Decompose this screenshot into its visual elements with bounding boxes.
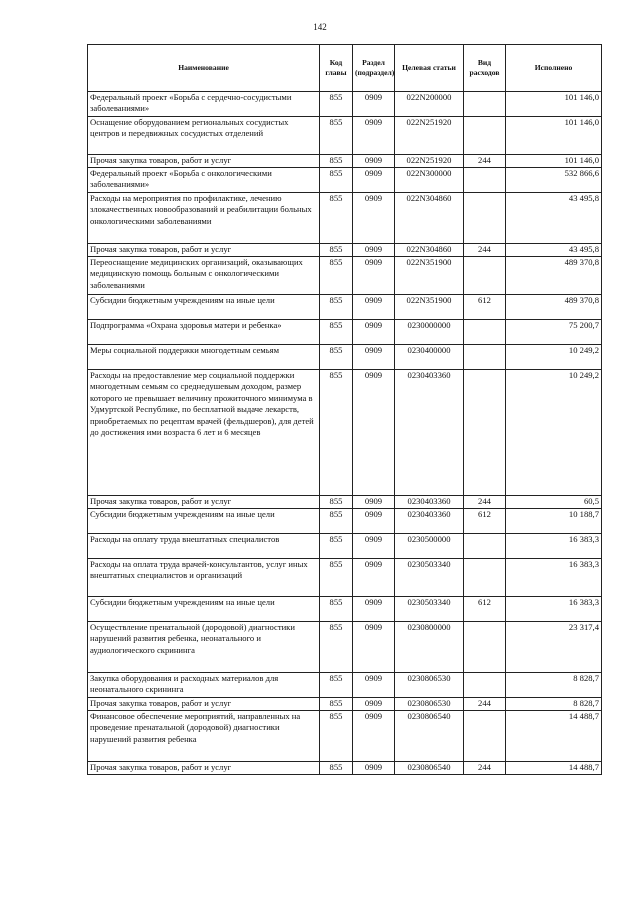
cell-target-article: 0230000000 [395, 320, 464, 345]
cell-expense-type: 244 [464, 698, 506, 711]
cell-name: Прочая закупка товаров, работ и услуг [88, 698, 320, 711]
cell-name: Федеральный проект «Борьба с сердечно-сосудистыми заболеваниями» [88, 92, 320, 117]
cell-name: Прочая закупка товаров, работ и услуг [88, 496, 320, 509]
cell-section: 0909 [353, 168, 395, 193]
cell-section: 0909 [353, 711, 395, 762]
cell-section: 0909 [353, 622, 395, 673]
cell-executed: 16 383,3 [506, 559, 602, 597]
cell-section: 0909 [353, 496, 395, 509]
cell-name: Прочая закупка товаров, работ и услуг [88, 244, 320, 257]
cell-expense-type [464, 673, 506, 698]
cell-expense-type: 612 [464, 509, 506, 534]
header-target-article: Целевая статьи [395, 45, 464, 92]
header-expense-type: Вид расходов [464, 45, 506, 92]
table-row [88, 534, 602, 559]
cell-name: Подпрограмма «Охрана здоровья матери и ребенка» [88, 320, 320, 345]
table-row [88, 295, 602, 320]
cell-name: Расходы на оплата труда врачей-консультантов, услуг иных внештатных специалистов и организаций [88, 559, 320, 597]
cell-target-article: 022N351900 [395, 257, 464, 295]
table-row [88, 320, 602, 345]
cell-executed: 8 828,7 [506, 673, 602, 698]
cell-expense-type: 612 [464, 295, 506, 320]
cell-expense-type [464, 193, 506, 244]
cell-section: 0909 [353, 244, 395, 257]
cell-section: 0909 [353, 559, 395, 597]
cell-expense-type [464, 168, 506, 193]
cell-target-article: 0230403360 [395, 509, 464, 534]
cell-chapter-code: 855 [320, 193, 353, 244]
cell-chapter-code: 855 [320, 244, 353, 257]
cell-chapter-code: 855 [320, 509, 353, 534]
table-row [88, 673, 602, 698]
cell-chapter-code: 855 [320, 622, 353, 673]
table-row [88, 509, 602, 534]
cell-executed: 43 495,8 [506, 244, 602, 257]
cell-section: 0909 [353, 193, 395, 244]
table-row [88, 597, 602, 622]
cell-chapter-code: 855 [320, 698, 353, 711]
cell-section: 0909 [353, 257, 395, 295]
cell-executed: 10 188,7 [506, 509, 602, 534]
table-row [88, 559, 602, 597]
cell-target-article: 022N251920 [395, 117, 464, 155]
cell-target-article: 022N304860 [395, 244, 464, 257]
cell-target-article: 022N304860 [395, 193, 464, 244]
cell-target-article: 022N200000 [395, 92, 464, 117]
cell-expense-type [464, 534, 506, 559]
cell-executed: 16 383,3 [506, 597, 602, 622]
table-row [88, 711, 602, 762]
cell-section: 0909 [353, 320, 395, 345]
cell-chapter-code: 855 [320, 117, 353, 155]
table-row [88, 345, 602, 370]
cell-section: 0909 [353, 155, 395, 168]
cell-chapter-code: 855 [320, 345, 353, 370]
table-header-row [88, 45, 602, 92]
table-row [88, 257, 602, 295]
cell-chapter-code: 855 [320, 597, 353, 622]
cell-target-article: 0230403360 [395, 496, 464, 509]
cell-chapter-code: 855 [320, 370, 353, 496]
cell-chapter-code: 855 [320, 168, 353, 193]
cell-section: 0909 [353, 673, 395, 698]
cell-target-article: 0230806530 [395, 673, 464, 698]
cell-executed: 489 370,8 [506, 295, 602, 320]
cell-expense-type: 244 [464, 244, 506, 257]
cell-section: 0909 [353, 345, 395, 370]
cell-executed: 101 146,0 [506, 155, 602, 168]
cell-name: Меры социальной поддержки многодетным семьям [88, 345, 320, 370]
cell-expense-type: 244 [464, 155, 506, 168]
cell-name: Осуществление пренатальной (дородовой) диагностики нарушений развития ребенка, неонатального и аудиологического скрининга [88, 622, 320, 673]
cell-executed: 532 866,6 [506, 168, 602, 193]
cell-target-article: 0230503340 [395, 559, 464, 597]
cell-name: Субсидии бюджетным учреждениям на иные цели [88, 295, 320, 320]
budget-table [87, 44, 602, 775]
table-row [88, 496, 602, 509]
cell-section: 0909 [353, 597, 395, 622]
cell-name: Субсидии бюджетным учреждениям на иные цели [88, 597, 320, 622]
table-row [88, 698, 602, 711]
header-section: Раздел (подраздел) [353, 45, 395, 92]
cell-name: Расходы на мероприятия по профилактике, лечению злокачественных новообразований и реабилитации больных онкологическими заболеваниями [88, 193, 320, 244]
table-row [88, 370, 602, 496]
cell-expense-type [464, 622, 506, 673]
cell-executed: 101 146,0 [506, 92, 602, 117]
cell-name: Финансовое обеспечение мероприятий, направленных на проведение пренатальной (дородовой) диагностики нарушений развития ребенка [88, 711, 320, 762]
cell-executed: 8 828,7 [506, 698, 602, 711]
cell-section: 0909 [353, 698, 395, 711]
cell-chapter-code: 855 [320, 559, 353, 597]
cell-chapter-code: 855 [320, 92, 353, 117]
cell-section: 0909 [353, 117, 395, 155]
cell-target-article: 0230806540 [395, 762, 464, 775]
cell-chapter-code: 855 [320, 320, 353, 345]
table-row [88, 92, 602, 117]
cell-chapter-code: 855 [320, 673, 353, 698]
cell-executed: 14 488,7 [506, 762, 602, 775]
cell-expense-type [464, 345, 506, 370]
header-name: Наименование [88, 45, 320, 92]
cell-name: Расходы на предоставление мер социальной поддержки многодетным семьям со среднедушевым доходом, размер которого не превышает величину прожиточного минимума в Удмуртской Республике, по бесплатной выдаче лекарств, приобретаемых по рецептам врачей (фельдшеров), для детей до достижения ими возраста 6 лет и 6 месяцев [88, 370, 320, 496]
cell-name: Субсидии бюджетным учреждениям на иные цели [88, 509, 320, 534]
cell-executed: 43 495,8 [506, 193, 602, 244]
cell-expense-type [464, 257, 506, 295]
table-row [88, 622, 602, 673]
cell-expense-type [464, 711, 506, 762]
cell-executed: 101 146,0 [506, 117, 602, 155]
cell-chapter-code: 855 [320, 711, 353, 762]
cell-executed: 16 383,3 [506, 534, 602, 559]
cell-executed: 60,5 [506, 496, 602, 509]
cell-expense-type: 244 [464, 762, 506, 775]
cell-name: Федеральный проект «Борьба с онкологическими заболеваниями» [88, 168, 320, 193]
header-executed: Исполнено [506, 45, 602, 92]
cell-section: 0909 [353, 762, 395, 775]
cell-chapter-code: 855 [320, 534, 353, 559]
cell-expense-type [464, 370, 506, 496]
cell-executed: 10 249,2 [506, 370, 602, 496]
cell-name: Прочая закупка товаров, работ и услуг [88, 155, 320, 168]
table-row [88, 155, 602, 168]
cell-chapter-code: 855 [320, 155, 353, 168]
cell-executed: 10 249,2 [506, 345, 602, 370]
table-row [88, 168, 602, 193]
cell-chapter-code: 855 [320, 257, 353, 295]
cell-target-article: 022N251920 [395, 155, 464, 168]
cell-section: 0909 [353, 509, 395, 534]
cell-name: Расходы на оплату труда внештатных специалистов [88, 534, 320, 559]
cell-target-article: 0230503340 [395, 597, 464, 622]
cell-target-article: 0230403360 [395, 370, 464, 496]
cell-executed: 489 370,8 [506, 257, 602, 295]
cell-target-article: 0230806540 [395, 711, 464, 762]
table-row [88, 117, 602, 155]
table-row [88, 762, 602, 775]
cell-chapter-code: 855 [320, 762, 353, 775]
cell-section: 0909 [353, 295, 395, 320]
cell-expense-type [464, 117, 506, 155]
cell-chapter-code: 855 [320, 295, 353, 320]
cell-target-article: 0230806530 [395, 698, 464, 711]
page-number: 142 [313, 22, 327, 32]
cell-executed: 14 488,7 [506, 711, 602, 762]
cell-section: 0909 [353, 370, 395, 496]
table-row [88, 244, 602, 257]
cell-expense-type: 244 [464, 496, 506, 509]
cell-target-article: 022N300000 [395, 168, 464, 193]
cell-name: Прочая закупка товаров, работ и услуг [88, 762, 320, 775]
cell-name: Оснащение оборудованием региональных сосудистых центров и передвижных сосудистых отделений [88, 117, 320, 155]
cell-name: Закупка оборудования и расходных материалов для неонатального скрининга [88, 673, 320, 698]
cell-expense-type [464, 92, 506, 117]
cell-target-article: 0230400000 [395, 345, 464, 370]
cell-target-article: 0230800000 [395, 622, 464, 673]
cell-section: 0909 [353, 534, 395, 559]
header-chapter-code: Код главы [320, 45, 353, 92]
cell-target-article: 022N351900 [395, 295, 464, 320]
cell-executed: 23 317,4 [506, 622, 602, 673]
cell-expense-type: 612 [464, 597, 506, 622]
cell-chapter-code: 855 [320, 496, 353, 509]
cell-expense-type [464, 559, 506, 597]
cell-target-article: 0230500000 [395, 534, 464, 559]
cell-section: 0909 [353, 92, 395, 117]
cell-name: Переоснащение медицинских организаций, оказывающих медицинскую помощь больным с онкологическими заболеваниями [88, 257, 320, 295]
table-row [88, 193, 602, 244]
cell-executed: 75 200,7 [506, 320, 602, 345]
cell-expense-type [464, 320, 506, 345]
